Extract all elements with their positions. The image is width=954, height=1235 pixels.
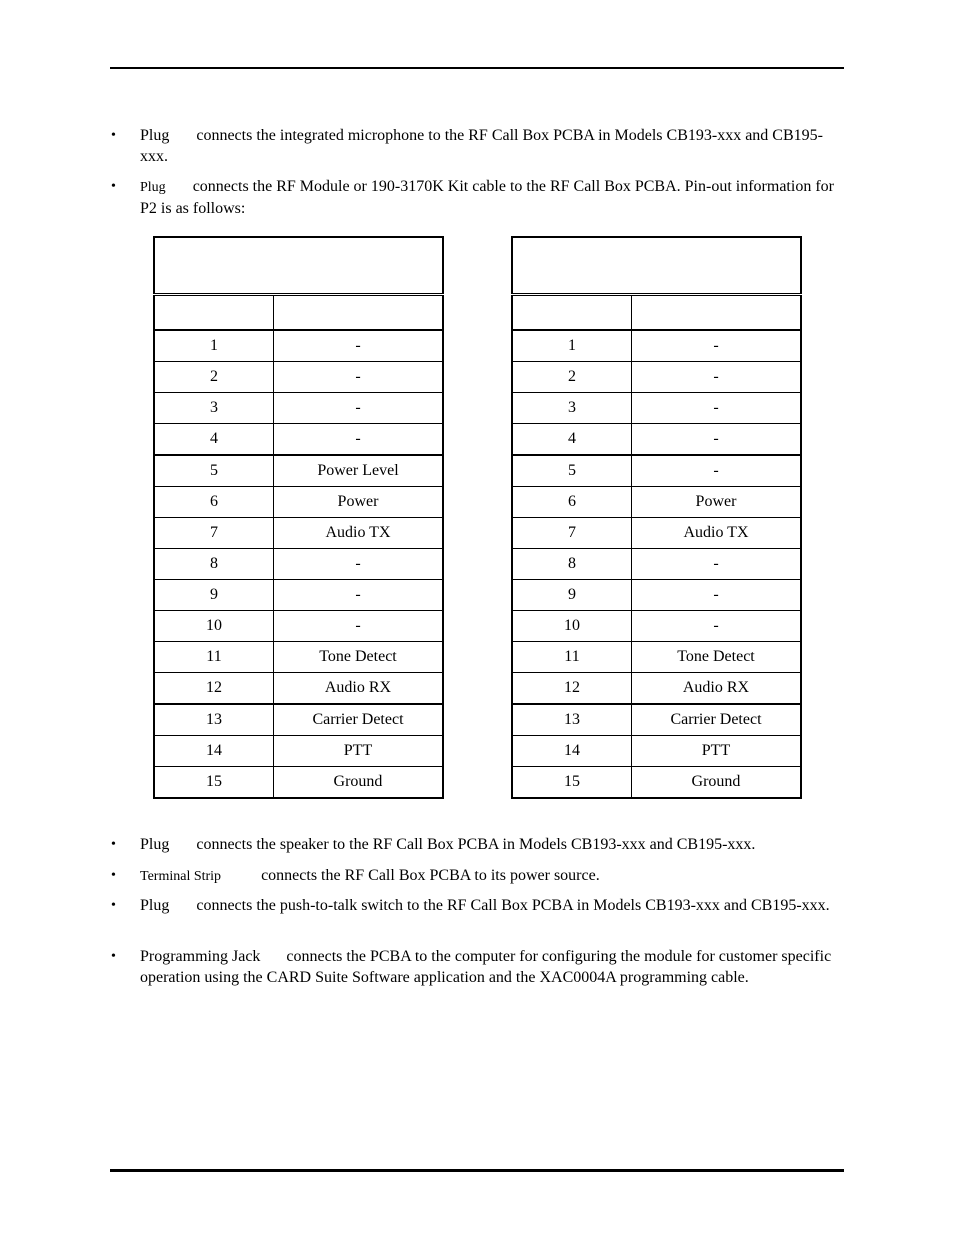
pin-number-cell: 4	[154, 424, 274, 456]
table-row	[154, 455, 443, 487]
pin-number-cell: 12	[154, 673, 274, 705]
pin-number-cell: 14	[154, 736, 274, 767]
bullet-dot: •	[111, 837, 116, 852]
signal-name-cell: -	[632, 393, 802, 424]
table-row	[154, 673, 443, 705]
pin-number-cell: 9	[154, 580, 274, 611]
bullet-text: connects the push-to-talk switch to the RF Call Box PCBA in Models CB193-xxx and CB195-xxx.	[196, 897, 830, 914]
table-row	[154, 736, 443, 767]
signal-name-cell: -	[274, 549, 444, 580]
bullet-lead: Plug	[140, 836, 170, 853]
table-row	[154, 518, 443, 549]
table-row	[154, 424, 443, 456]
table-row	[512, 767, 801, 799]
bullet-lead: Plug	[140, 897, 170, 914]
signal-name-cell: Audio TX	[632, 518, 802, 549]
signal-name-cell: -	[274, 362, 444, 393]
signal-name-cell: Ground	[274, 767, 444, 799]
pin-number-cell: 3	[154, 393, 274, 424]
signal-name-cell: -	[632, 362, 802, 393]
signal-name-cell: Tone Detect	[274, 642, 444, 673]
footer-rule	[110, 1169, 844, 1172]
bullet-terminal-strip	[111, 865, 840, 887]
table-row	[154, 642, 443, 673]
bullet-lead: Programming Jack	[140, 948, 261, 965]
table-row	[512, 330, 801, 362]
table-row	[154, 767, 443, 799]
pin-number-cell: 5	[154, 455, 274, 487]
table-header-signal	[274, 295, 444, 331]
table-row	[512, 455, 801, 487]
pin-number-cell: 10	[512, 611, 632, 642]
table-title-cell	[512, 237, 801, 295]
pin-number-cell: 3	[512, 393, 632, 424]
signal-name-cell: Power Level	[274, 455, 444, 487]
signal-name-cell: Carrier Detect	[632, 704, 802, 736]
signal-name-cell: -	[632, 424, 802, 456]
signal-name-cell: -	[274, 424, 444, 456]
bullet-dot: •	[111, 868, 116, 883]
signal-name-cell: -	[632, 611, 802, 642]
pin-number-cell: 2	[154, 362, 274, 393]
signal-name-cell: -	[274, 393, 444, 424]
bullet-rf-module-plug	[111, 176, 840, 219]
table-row	[154, 580, 443, 611]
bullet-ptt-plug	[111, 895, 840, 916]
pin-number-cell: 11	[154, 642, 274, 673]
pin-number-cell: 2	[512, 362, 632, 393]
signal-name-cell: -	[274, 611, 444, 642]
header-rule	[110, 67, 844, 69]
table-row	[154, 549, 443, 580]
signal-name-cell: Power	[274, 487, 444, 518]
signal-name-cell: -	[632, 330, 802, 362]
signal-name-cell: PTT	[632, 736, 802, 767]
pin-number-cell: 9	[512, 580, 632, 611]
signal-name-cell: Audio RX	[632, 673, 802, 705]
pin-number-cell: 1	[154, 330, 274, 362]
bullet-dot: •	[111, 898, 116, 913]
table-row	[154, 487, 443, 518]
signal-name-cell: Ground	[632, 767, 802, 799]
table-header-pin	[154, 295, 274, 331]
bullet-text: connects the integrated microphone to the RF Call Box PCBA in Models CB193-xxx and CB195-xxx.	[140, 127, 823, 165]
bullet-text: connects the PCBA to the computer for configuring the module for customer specific operation using the CARD Suite Software application and the XAC0004A programming cable.	[140, 948, 832, 986]
table-row	[512, 580, 801, 611]
signal-name-cell: Tone Detect	[632, 642, 802, 673]
table-row	[512, 704, 801, 736]
bullet-dot: •	[111, 179, 116, 194]
signal-name-cell: -	[274, 580, 444, 611]
signal-name-cell: -	[632, 549, 802, 580]
pin-number-cell: 7	[512, 518, 632, 549]
table-row	[154, 330, 443, 362]
pin-number-cell: 8	[512, 549, 632, 580]
pin-number-cell: 10	[154, 611, 274, 642]
table-row	[512, 362, 801, 393]
table-row	[512, 611, 801, 642]
bullet-text: connects the RF Module or 190-3170K Kit cable to the RF Call Box PCBA. Pin-out information for P2 is as follows:	[140, 178, 834, 217]
bullet-speaker-plug	[111, 834, 840, 855]
table-row	[154, 611, 443, 642]
table-row	[512, 424, 801, 456]
signal-name-cell: -	[632, 455, 802, 487]
bullet-programming-jack	[111, 946, 840, 988]
signal-name-cell: -	[274, 330, 444, 362]
table-row	[512, 393, 801, 424]
bullet-dot: •	[111, 949, 116, 964]
pin-number-cell: 4	[512, 424, 632, 456]
table-row	[154, 362, 443, 393]
table-header-pin	[512, 295, 632, 331]
bullet-lead: Plug	[140, 180, 166, 195]
signal-name-cell: -	[632, 580, 802, 611]
pin-number-cell: 7	[154, 518, 274, 549]
pin-number-cell: 12	[512, 673, 632, 705]
signal-name-cell: Power	[632, 487, 802, 518]
signal-name-cell: Carrier Detect	[274, 704, 444, 736]
table-row	[154, 393, 443, 424]
bullet-lead: Plug	[140, 127, 170, 144]
pinout-table-right	[511, 236, 802, 799]
pin-number-cell: 5	[512, 455, 632, 487]
bullet-microphone-plug	[111, 125, 840, 167]
signal-name-cell: Audio TX	[274, 518, 444, 549]
table-header-signal	[632, 295, 802, 331]
bullet-lead: Terminal Strip	[140, 869, 222, 884]
table-title-cell	[154, 237, 443, 295]
bullet-dot: •	[111, 128, 116, 143]
pin-number-cell: 15	[154, 767, 274, 799]
pinout-table-left	[153, 236, 444, 799]
table-row	[154, 704, 443, 736]
pin-number-cell: 6	[154, 487, 274, 518]
table-row	[512, 642, 801, 673]
table-row	[512, 518, 801, 549]
pin-number-cell: 11	[512, 642, 632, 673]
signal-name-cell: PTT	[274, 736, 444, 767]
pin-number-cell: 14	[512, 736, 632, 767]
pin-number-cell: 6	[512, 487, 632, 518]
bullet-text: connects the RF Call Box PCBA to its power source.	[261, 867, 600, 884]
table-row	[512, 487, 801, 518]
bullet-text: connects the speaker to the RF Call Box PCBA in Models CB193-xxx and CB195-xxx.	[196, 836, 756, 853]
table-row	[512, 549, 801, 580]
table-row	[512, 736, 801, 767]
pin-number-cell: 13	[154, 704, 274, 736]
pin-number-cell: 13	[512, 704, 632, 736]
pin-number-cell: 15	[512, 767, 632, 799]
pin-number-cell: 8	[154, 549, 274, 580]
pin-number-cell: 1	[512, 330, 632, 362]
table-row	[512, 673, 801, 705]
signal-name-cell: Audio RX	[274, 673, 444, 705]
